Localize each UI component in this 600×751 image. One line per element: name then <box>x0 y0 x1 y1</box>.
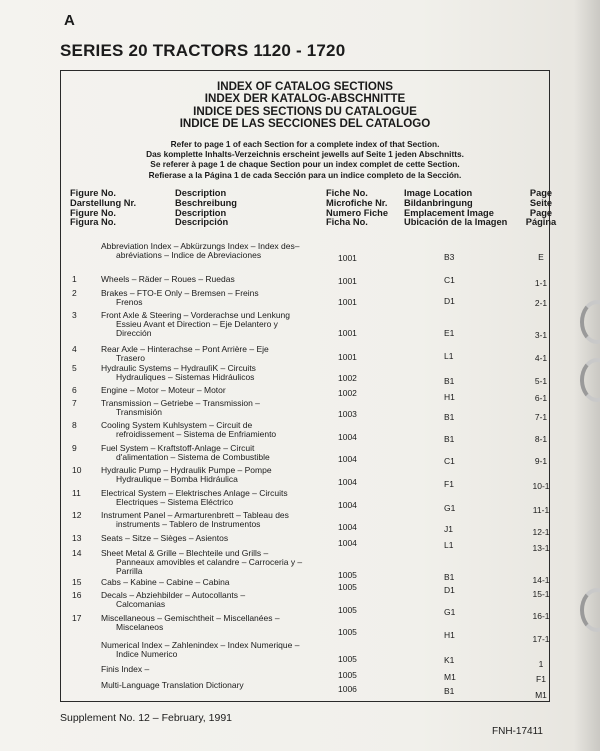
section-description: Abbreviation Index – Abkürzungs Index – Index des– <box>101 241 300 251</box>
section-description: Finis Index – <box>101 664 150 674</box>
section-description: Engine – Motor – Moteur – Motor <box>101 385 226 395</box>
image-location: M1 <box>444 672 456 682</box>
index-title: INDEX OF CATALOG SECTIONS <box>216 80 394 93</box>
page-number: 1-1 <box>534 278 548 288</box>
page-number: F1 <box>536 674 546 684</box>
header-page-line: Page <box>529 207 553 218</box>
page-number: 2-1 <box>534 298 548 308</box>
image-location: D1 <box>444 296 455 306</box>
fiche-number: 1004 <box>338 522 357 532</box>
header-fiche-line: Ficha No. <box>326 217 368 228</box>
fiche-number: 1001 <box>338 328 357 338</box>
page-number: 12-1 <box>532 527 550 537</box>
page-number: 6-1 <box>534 393 548 403</box>
section-description: Electrical System – Elektrisches Anlage – Circuits <box>101 488 288 498</box>
page-number: 8-1 <box>534 434 548 444</box>
section-description: Multi-Language Translation Dictionary <box>101 680 244 690</box>
section-description: Miscelaneos <box>116 622 164 633</box>
section-description: Calcomanias <box>116 599 166 610</box>
section-description: Trasero <box>116 353 145 364</box>
header-description-line: Description <box>175 188 227 198</box>
page-number: 4-1 <box>534 353 548 363</box>
header-location-line: Bildanbringung <box>404 197 473 208</box>
refer-line: Se referer à page 1 de chaque Section pour un index complet de cette Section. <box>150 159 460 170</box>
header-figure <box>70 189 136 228</box>
header-location-line: Emplacement Image <box>404 207 494 218</box>
page-number: E <box>538 252 544 262</box>
image-location: C1 <box>444 456 455 466</box>
fiche-number: 1003 <box>338 409 357 419</box>
figure-number: 5 <box>72 363 77 373</box>
image-location: D1 <box>444 585 455 595</box>
fiche-number: 1002 <box>338 388 357 398</box>
image-location: E1 <box>444 328 455 338</box>
image-location: B1 <box>444 686 455 696</box>
fiche-number: 1004 <box>338 477 357 487</box>
fiche-number: 1005 <box>338 605 357 615</box>
fiche-number: 1005 <box>338 570 357 580</box>
image-location: G1 <box>444 503 456 513</box>
section-description: Wheels – Räder – Roues – Ruedas <box>101 274 235 284</box>
header-fiche-line: Microfiche Nr. <box>326 197 388 208</box>
header-location-line: Image Location <box>404 188 473 198</box>
index-title: INDICE DES SECTIONS DU CATALOGUE <box>193 104 417 118</box>
section-description: Brakes – FTO-E Only – Bremsen – Freins <box>101 288 259 298</box>
figure-number: 3 <box>72 310 77 320</box>
header-figure-line: Darstellung Nr. <box>70 197 137 208</box>
section-description: Transmission – Getriebe – Transmission – <box>101 398 260 408</box>
section-description: refroidissement – Sistema de Enfriamiento <box>116 429 277 440</box>
section-description: Parrilla <box>116 566 143 577</box>
supplement-note: Supplement No. 12 – February, 1991 <box>60 712 232 724</box>
header-figure-line: Figure No. <box>70 188 116 198</box>
section-description: Dirección <box>116 328 152 339</box>
image-location: B3 <box>444 252 455 262</box>
figure-number: 1 <box>72 274 77 284</box>
refer-note <box>60 139 550 180</box>
form-number: FNH-17411 <box>492 726 543 737</box>
section-description: Instrument Panel – Armarturenbrett – Tableau des <box>101 510 289 520</box>
page-number: 10-1 <box>532 481 550 491</box>
page-number: 1 <box>538 659 544 669</box>
section-description: Hydraulic Systems – HydraulìK – Circuits <box>101 363 256 373</box>
header-description-line: Beschreibung <box>175 197 237 208</box>
figure-number: 11 <box>72 488 81 498</box>
header-location <box>404 189 507 228</box>
section-description: d'alimentation – Sistema de Combustible <box>116 452 270 463</box>
header-page <box>521 189 561 228</box>
figure-number: 8 <box>72 420 77 430</box>
header-figure-line: Figure No. <box>70 207 116 218</box>
section-description: Decals – Abziehbilder – Autocollants – <box>101 590 246 600</box>
figure-number: 4 <box>72 344 77 354</box>
section-description: Cabs – Kabine – Cabine – Cabina <box>101 577 230 587</box>
fiche-number: 1005 <box>338 627 357 637</box>
fiche-number: 1005 <box>338 670 357 680</box>
image-location: C1 <box>444 275 455 285</box>
page-number: 5-1 <box>534 376 548 386</box>
page-number: M1 <box>535 690 547 700</box>
section-description: Fuel System – Kraftstoff-Anlage – Circuit <box>101 443 255 453</box>
figure-number: 17 <box>72 613 82 623</box>
refer-line: Das komplette Inhalts-Verzeichnis erscheint jewells auf Seite 1 jeden Abschnitts. <box>146 149 464 160</box>
page-number: 9-1 <box>534 456 548 466</box>
header-fiche-line: Fiche No. <box>326 188 368 198</box>
section-description: Front Axle & Steering – Vorderachse und Lenkung <box>101 310 291 320</box>
section-description: instruments – Tablero de Instrumentos <box>116 519 261 530</box>
header-fiche-line: Numero Fiche <box>326 207 388 218</box>
figure-number: 12 <box>72 510 82 520</box>
figure-number: 15 <box>72 577 82 587</box>
section-description: Frenos <box>116 297 143 308</box>
fiche-number: 1004 <box>338 432 357 442</box>
image-location: G1 <box>444 607 456 617</box>
index-title: INDICE DE LAS SECCIONES DEL CATALOGO <box>179 117 431 131</box>
fiche-number: 1005 <box>338 654 357 664</box>
section-description: Numerical Index – Zahlenindex – Index Numerique – <box>101 640 300 650</box>
fiche-number: 1001 <box>338 276 357 286</box>
section-description: Cooling System Kuhlsystem – Circuit de <box>101 420 253 430</box>
fiche-number: 1004 <box>338 500 357 510</box>
header-location-line: Ubicación de la Imagen <box>404 217 508 228</box>
image-location: F1 <box>444 479 454 489</box>
header-page-line: Seite <box>529 197 553 208</box>
refer-line: Refer to page 1 of each Section for a complete index of that Section. <box>170 139 440 149</box>
image-location: B1 <box>444 412 455 422</box>
section-description: abréviations – Indice de Abreviaciones <box>116 250 262 261</box>
index-title: INDEX DER KATALOG-ABSCHNITTE <box>204 92 406 106</box>
section-description: Hydrauliques – Sistemas Hidráulicos <box>116 372 255 383</box>
image-location: J1 <box>444 524 453 534</box>
index-titles <box>60 81 550 131</box>
header-fiche <box>326 189 388 228</box>
header-page-line: Página <box>525 217 557 228</box>
image-location: L1 <box>444 351 454 361</box>
header-description-line: Description <box>175 207 227 218</box>
section-description: Hydraulic Pump – Hydraulik Pumpe – Pompe <box>101 465 272 475</box>
section-description: Rear Axle – Hinterachse – Pont Arrière – Eje <box>101 344 269 354</box>
page-number: 11-1 <box>532 505 550 515</box>
figure-number: 7 <box>72 398 77 408</box>
section-description: Transmisión <box>116 407 162 418</box>
series-title: SERIES 20 TRACTORS 1120 - 1720 <box>60 41 346 60</box>
section-description: Seats – Sitze – Sièges – Asientos <box>101 533 229 543</box>
page-number: 3-1 <box>534 330 548 340</box>
section-description: Hydraulique – Bomba Hidráulica <box>116 474 238 485</box>
page-number: 16-1 <box>532 611 550 621</box>
figure-number: 10 <box>72 465 82 475</box>
image-location: B1 <box>444 376 455 386</box>
figure-number: 6 <box>72 385 77 395</box>
corner-letter: A <box>64 12 75 29</box>
refer-line: Refierase a la Página 1 de cada Sección para un indice completo de la Sección. <box>148 169 462 180</box>
figure-number: 9 <box>72 443 77 453</box>
figure-number: 14 <box>72 548 82 558</box>
image-location: H1 <box>444 392 455 402</box>
header-figure-line: Figura No. <box>70 217 116 228</box>
figure-number: 13 <box>72 533 82 543</box>
page-number: 7-1 <box>534 412 548 422</box>
image-location: L1 <box>444 540 454 550</box>
fiche-number: 1001 <box>338 253 357 263</box>
header-description <box>175 189 237 228</box>
section-description: Indice Numerico <box>116 649 178 660</box>
header-description-line: Descripción <box>175 217 229 228</box>
page-number: 14-1 <box>532 575 550 585</box>
page-number: 17-1 <box>532 634 550 644</box>
figure-number: 16 <box>72 590 82 600</box>
image-location: B1 <box>444 572 455 582</box>
section-description: Miscellaneous – Gemischtheit – Miscellanées – <box>101 613 280 623</box>
image-location: H1 <box>444 630 455 640</box>
fiche-number: 1004 <box>338 538 357 548</box>
page-number: 15-1 <box>532 589 550 599</box>
section-description: Panneaux amovibles et calandre – Carroceria y – <box>116 557 303 568</box>
fiche-number: 1005 <box>338 582 357 592</box>
fiche-number: 1001 <box>338 352 357 362</box>
fiche-number: 1002 <box>338 373 357 383</box>
image-location: B1 <box>444 434 455 444</box>
fiche-number: 1004 <box>338 454 357 464</box>
fiche-number: 1006 <box>338 684 357 694</box>
section-description: Electriques – Sistema Eléctrico <box>116 497 234 508</box>
fiche-number: 1001 <box>338 297 357 307</box>
image-location: K1 <box>444 655 455 665</box>
page-number: 13-1 <box>532 543 550 553</box>
figure-number: 2 <box>72 288 77 298</box>
section-description: Sheet Metal & Grille – Blechteile und Grills – <box>101 548 269 558</box>
section-description: Essieu Avant et Direction – Eje Delantero y <box>116 319 278 330</box>
header-page-line: Page <box>529 188 553 198</box>
